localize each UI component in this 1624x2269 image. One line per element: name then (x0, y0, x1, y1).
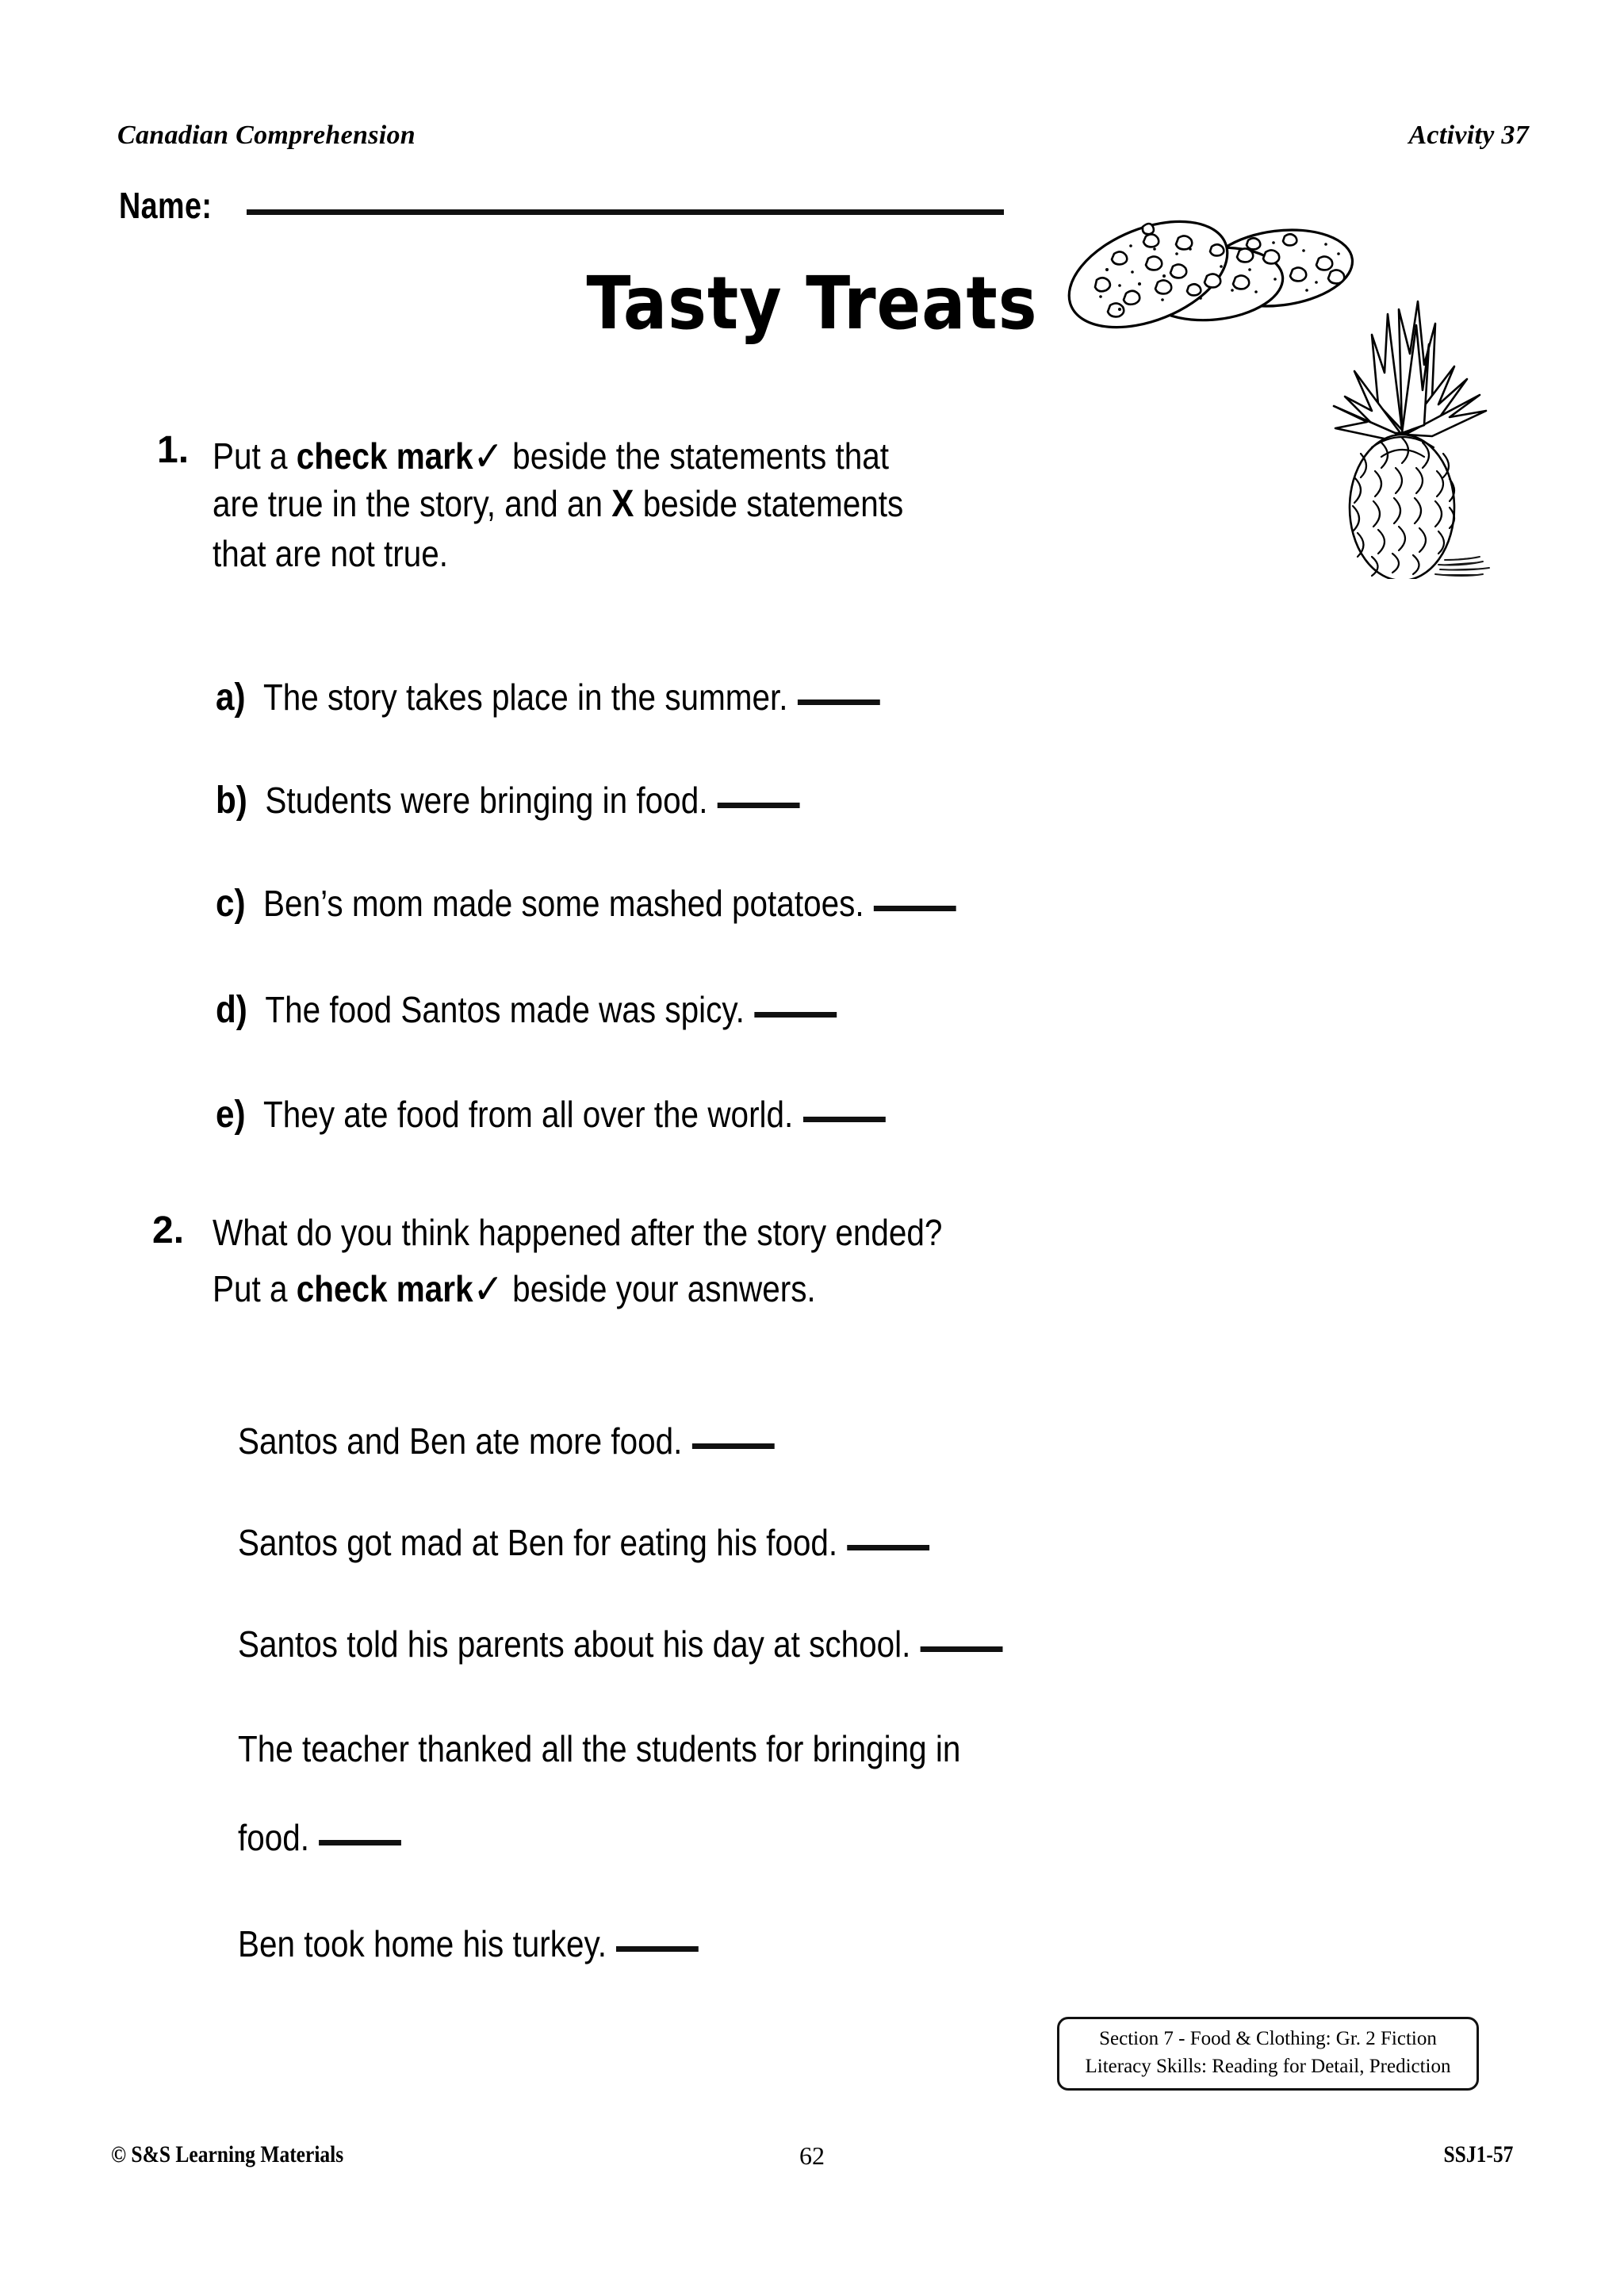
statement-a-text: The story takes place in the summer. (263, 676, 788, 718)
page-title-text: Tasty Treats (586, 262, 1038, 347)
q1-prompt-line-2: are true in the story, and an X beside statements (213, 483, 904, 525)
prediction-option-1-blank[interactable] (692, 1443, 775, 1449)
prediction-option-5-text: Ben took home his turkey. (238, 1923, 607, 1964)
question-2-prompt (213, 1207, 1354, 1312)
statement-c-letter: c (216, 883, 235, 925)
statement-d-letter: d (216, 989, 236, 1031)
prediction-option-3 (238, 1623, 1107, 1665)
statement-d-text: The food Santos made was spicy. (265, 989, 745, 1030)
statement-b-letter: b (216, 780, 236, 822)
statement-c: c) Ben’s mom made some mashed potatoes. (216, 882, 1057, 926)
prediction-option-5-blank[interactable] (616, 1946, 699, 1952)
q2-prompt-line-1: What do you think happened after the story ended? (213, 1212, 943, 1253)
statement-e-text: They ate food from all over the world. (263, 1094, 794, 1135)
statement-d-answer-blank[interactable] (754, 1012, 837, 1018)
q2-prompt-line-2: Put a check mark✓ beside your asnwers. (213, 1266, 816, 1313)
statement-d: d) The food Santos made was spicy. (216, 988, 921, 1032)
prediction-option-1 (238, 1420, 848, 1462)
section-info-line-1: Section 7 - Food & Clothing: Gr. 2 Fiction (1099, 2028, 1437, 2049)
question-1-number: 1. (157, 429, 190, 471)
name-label: Name: (119, 185, 213, 226)
statement-a-answer-blank[interactable] (798, 699, 880, 705)
x-mark-icon: X (611, 483, 634, 525)
prediction-option-3-blank[interactable] (921, 1646, 1003, 1652)
statement-c-answer-blank[interactable] (874, 906, 956, 911)
section-info-box (1057, 2017, 1479, 2091)
footer-copyright: © S&S Learning Materials (111, 2141, 344, 2167)
name-field-row (119, 184, 1004, 227)
statement-a-letter: a (216, 676, 235, 719)
prediction-option-4-text-line-2: food. (238, 1817, 310, 1858)
q1-prompt-line-1: Put a check mark✓ beside the statements that (213, 433, 889, 481)
statement-b-answer-blank[interactable] (718, 803, 800, 808)
footer-page-number: 62 (799, 2141, 825, 2170)
question-1-prompt (213, 427, 1339, 579)
prediction-option-2-text: Santos got mad at Ben for eating his food. (238, 1522, 838, 1563)
section-info-line-2: Literacy Skills: Reading for Detail, Prediction (1085, 2055, 1451, 2077)
series-title: Canadian Comprehension (117, 121, 416, 150)
prediction-option-4 (238, 1727, 1059, 1770)
statement-c-text: Ben’s mom made some mashed potatoes. (263, 883, 864, 924)
prediction-option-4-blank[interactable] (319, 1840, 401, 1845)
statement-b: b) Students were bringing in food. (216, 779, 879, 822)
prediction-option-4-second-line (238, 1816, 423, 1859)
prediction-option-2 (238, 1521, 1024, 1564)
prediction-option-4-text-line-1: The teacher thanked all the students for bringing in (238, 1728, 961, 1769)
statement-e-answer-blank[interactable] (803, 1117, 886, 1122)
statement-b-text: Students were bringing in food. (265, 780, 708, 821)
statement-e: e) They ate food from all over the world. (216, 1093, 977, 1136)
statement-e-letter: e (216, 1094, 235, 1136)
question-2-number: 2. (152, 1209, 185, 1251)
prediction-option-5 (238, 1922, 761, 1965)
check-mark-icon: ✓ (473, 433, 504, 481)
statement-a: a) The story takes place in the summer. (216, 676, 971, 719)
footer-code: SSJ1-57 (1443, 2141, 1513, 2167)
activity-label: Activity 37 (1408, 121, 1529, 150)
prediction-option-2-blank[interactable] (847, 1545, 929, 1550)
q1-prompt-line-3: that are not true. (213, 533, 449, 574)
check-mark-icon-2: ✓ (473, 1266, 504, 1313)
prediction-option-1-text: Santos and Ben ate more food. (238, 1420, 683, 1462)
prediction-option-3-text: Santos told his parents about his day at school. (238, 1623, 911, 1665)
name-input-line[interactable] (247, 209, 1004, 215)
